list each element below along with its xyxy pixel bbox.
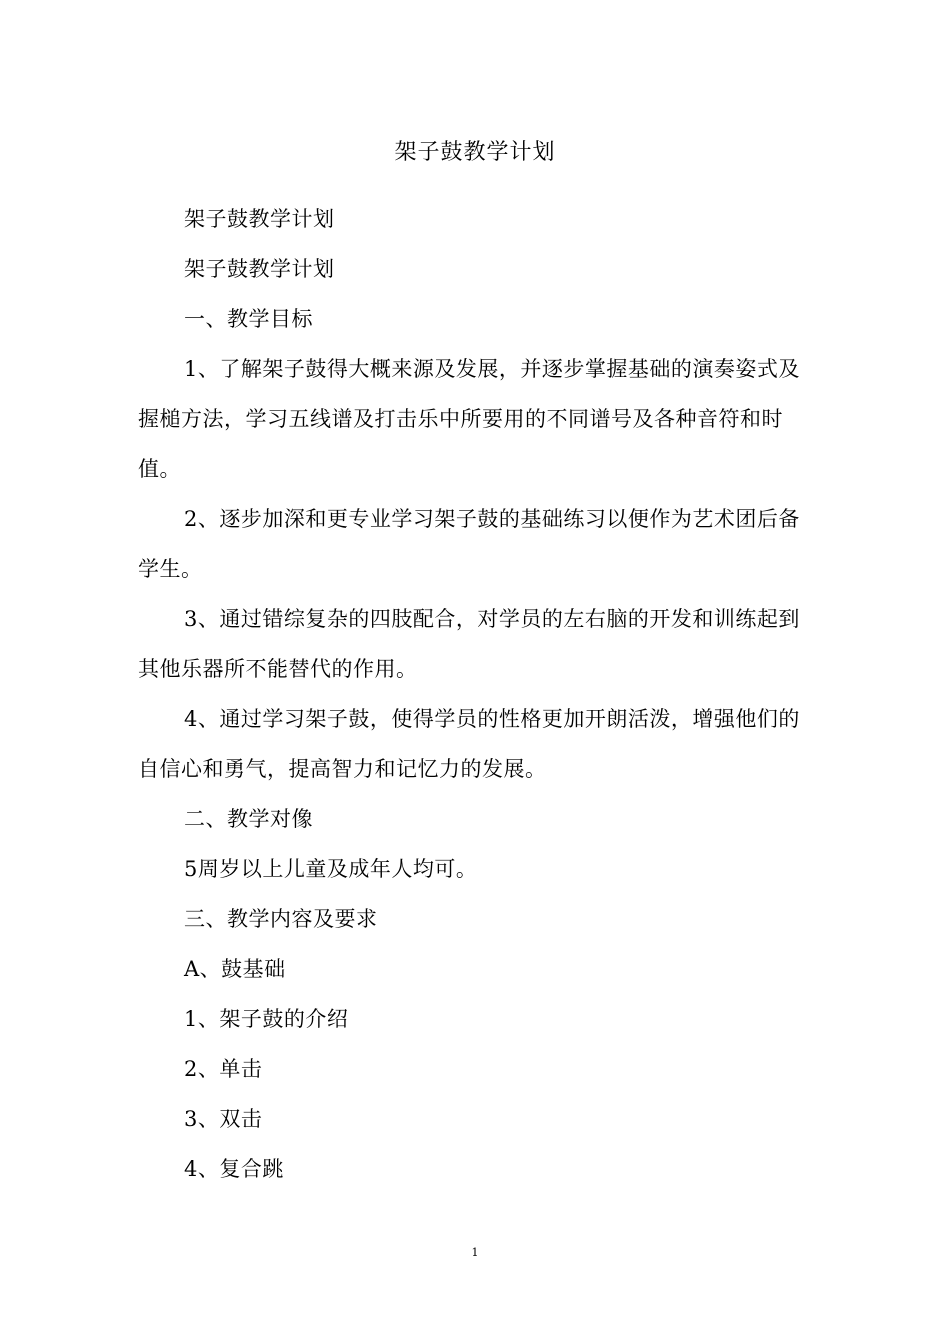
list-item: 1、架子鼓的介绍 (184, 1007, 349, 1031)
section-heading: 三、教学内容及要求 (184, 907, 378, 931)
page-number: 1 (471, 1246, 479, 1259)
document-title: 架子鼓教学计划 (394, 140, 556, 165)
paragraph: 3、通过错综复杂的四肢配合，对学员的左右脑的开发和训练起到其他乐器所不能替代的作用。 (138, 607, 800, 681)
paragraph: 架子鼓教学计划 (184, 257, 335, 281)
document-body (138, 194, 810, 1194)
list-item: 3、双击 (184, 1107, 263, 1131)
section-heading: 二、教学对像 (184, 807, 313, 831)
paragraph: 5周岁以上儿童及成年人均可。 (184, 857, 478, 881)
paragraph: 1、了解架子鼓得大概来源及发展，并逐步掌握基础的演奏姿式及握槌方法，学习五线谱及打击乐中所要用的不同谱号及各种音符和时值。 (138, 357, 800, 481)
list-item: 2、单击 (184, 1057, 263, 1081)
list-item: 4、复合跳 (184, 1157, 284, 1181)
section-heading: 一、教学目标 (184, 307, 313, 331)
paragraph: 架子鼓教学计划 (184, 207, 335, 231)
list-item: A、鼓基础 (184, 957, 286, 981)
paragraph: 2、逐步加深和更专业学习架子鼓的基础练习以便作为艺术团后备学生。 (138, 507, 800, 581)
paragraph: 4、通过学习架子鼓，使得学员的性格更加开朗活泼，增强他们的自信心和勇气，提高智力和记忆力的发展。 (138, 707, 800, 781)
